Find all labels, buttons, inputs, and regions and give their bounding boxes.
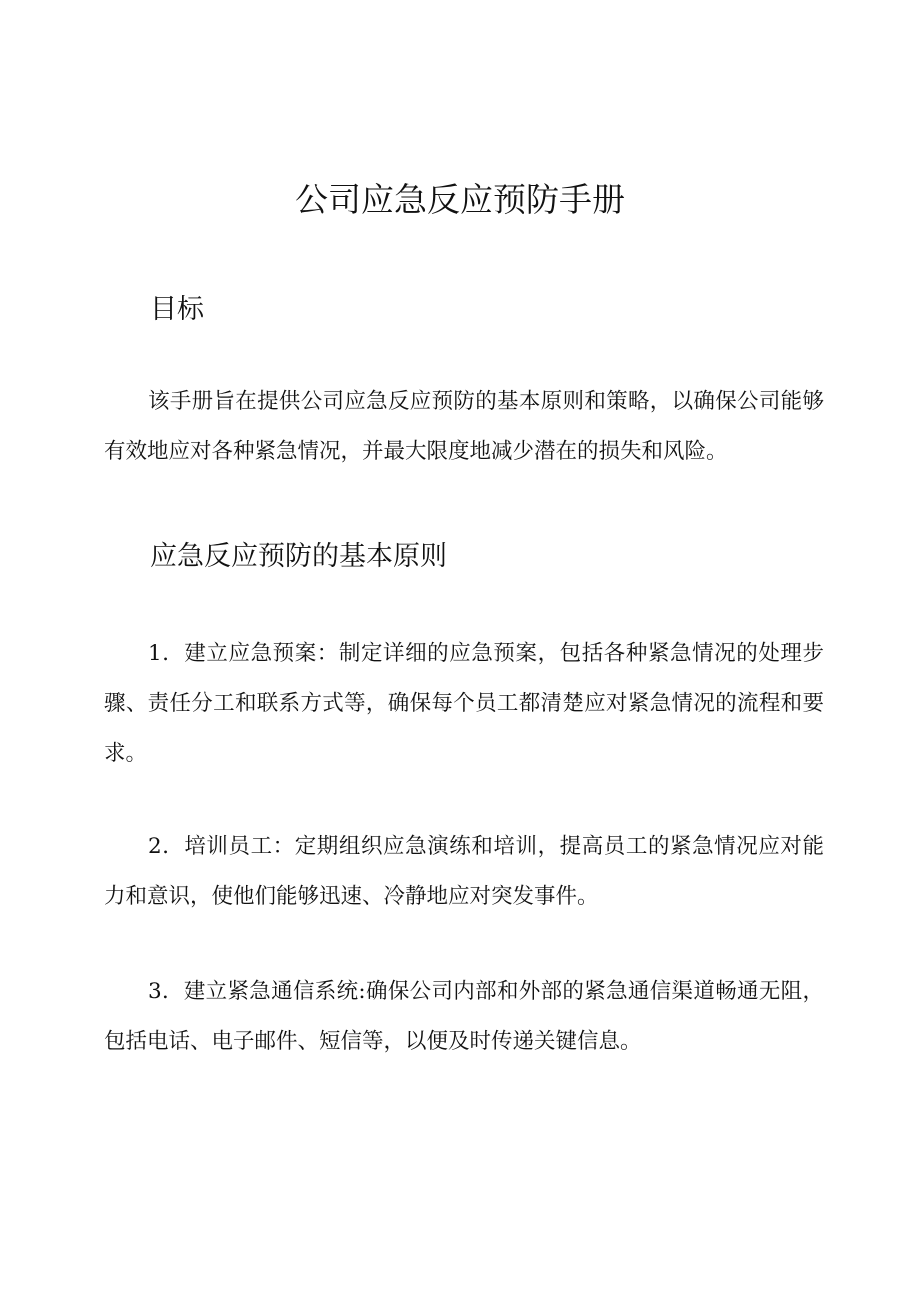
- section-heading-principles: 应急反应预防的基本原则: [150, 541, 447, 572]
- principle-item-3: 3．建立紧急通信系统:确保公司内部和外部的紧急通信渠道畅通无阻，包括电话、电子邮件、短信等，以便及时传递关键信息。: [104, 979, 824, 1054]
- section-heading-objective: 目标: [150, 294, 204, 325]
- principle-item-1: 1．建立应急预案：制定详细的应急预案，包括各种紧急情况的处理步骤、责任分工和联系方式等，确保每个员工都清楚应对紧急情况的流程和要求。: [104, 641, 824, 766]
- objective-paragraph: 该手册旨在提供公司应急反应预防的基本原则和策略，以确保公司能够有效地应对各种紧急情况，并最大限度地减少潜在的损失和风险。: [104, 389, 824, 464]
- principle-item-2: 2．培训员工：定期组织应急演练和培训，提高员工的紧急情况应对能力和意识，使他们能够迅速、冷静地应对突发事件。: [104, 834, 824, 909]
- document-title: 公司应急反应预防手册: [295, 180, 625, 219]
